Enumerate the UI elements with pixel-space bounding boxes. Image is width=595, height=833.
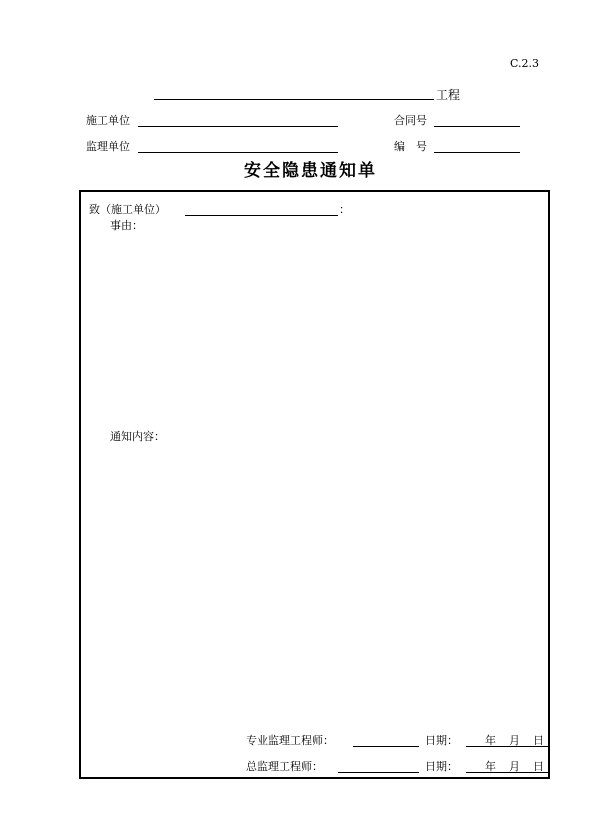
to-unit-field[interactable] xyxy=(185,215,338,216)
month-label-1: 月 xyxy=(509,734,520,747)
project-name-line[interactable] xyxy=(154,99,434,100)
construction-unit-field[interactable] xyxy=(138,126,338,127)
serial-no-label: 编 号 xyxy=(394,140,427,153)
page-title: 安全隐患通知单 xyxy=(244,161,377,181)
contract-no-field[interactable] xyxy=(434,126,520,127)
to-unit-colon: ： xyxy=(339,203,350,216)
reason-label: 事由： xyxy=(110,219,143,232)
contract-no-label: 合同号 xyxy=(394,114,427,127)
month-label-2: 月 xyxy=(509,760,520,773)
date-label-2: 日期： xyxy=(425,760,458,773)
year-label-2: 年 xyxy=(485,760,496,773)
project-suffix: 工程 xyxy=(436,88,461,102)
form-code: C.2.3 xyxy=(510,57,540,70)
notice-content-label: 通知内容： xyxy=(110,430,165,443)
construction-unit-label: 施工单位 xyxy=(86,114,130,127)
chief-engineer-label: 总监理工程师： xyxy=(246,760,323,773)
to-unit-label: 致（施工单位） xyxy=(89,203,166,216)
serial-no-field[interactable] xyxy=(434,152,520,153)
supervision-unit-label: 监理单位 xyxy=(86,140,130,153)
day-label-2: 日 xyxy=(533,760,544,773)
chief-signature-field[interactable] xyxy=(338,772,419,773)
notice-body-frame xyxy=(79,190,550,779)
specialist-engineer-label: 专业监理工程师： xyxy=(246,734,334,747)
specialist-signature-field[interactable] xyxy=(353,746,419,747)
supervision-unit-field[interactable] xyxy=(138,152,338,153)
date-label-1: 日期： xyxy=(425,734,458,747)
year-label-1: 年 xyxy=(485,734,496,747)
day-label-1: 日 xyxy=(533,734,544,747)
